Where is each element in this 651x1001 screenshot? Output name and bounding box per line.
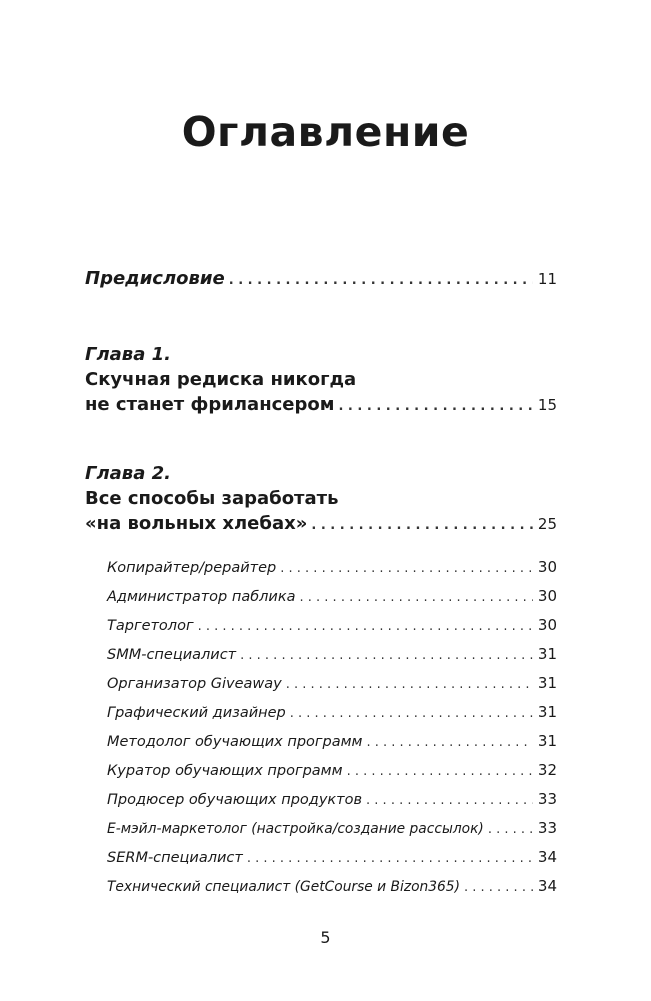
chapter-title-line: Скучная редиска никогда [85,369,357,390]
toc-section-label: SERM-специалист [107,850,243,866]
toc-section-page: 31 [537,645,557,663]
toc-section-label: Е-мэйл-маркетолог (настройка/создание рассылок) [107,821,484,837]
toc-section-page: 34 [537,848,557,866]
toc-section-page: 31 [537,703,557,721]
dot-leader [240,648,533,663]
toc-entry-page: 15 [537,396,557,414]
toc-section-label: Методолог обучающих программ [107,734,363,750]
dot-leader [464,880,533,895]
dot-leader [366,735,533,750]
toc-section-label: Копирайтер/рерайтер [107,560,277,576]
toc-section-page: 32 [537,761,557,779]
toc-section-page: 30 [537,616,557,634]
toc-section-label: Таргетолог [107,618,194,634]
toc-entry-page: 11 [537,270,557,288]
dot-leader [247,851,533,866]
toc-section-page: 34 [537,877,557,895]
dot-leader [347,764,533,779]
dot-leader [286,677,533,692]
toc-section-label: Технический специалист (GetCourse и Bizon365) [107,879,460,895]
toc-section-entry[interactable] [107,877,557,895]
toc-section-label: SMM-специалист [107,647,237,663]
dot-leader [338,399,533,414]
toc-section-page: 30 [537,587,557,605]
chapter-label: Глава 2. [85,463,171,484]
toc-section-page: 33 [537,790,557,808]
dot-leader [280,561,533,576]
toc-entry-page: 25 [537,515,557,533]
toc-entry-label: «на вольных хлебах» [85,513,308,534]
toc-section-entry[interactable] [107,674,557,692]
toc-entry-label: Предисловие [85,268,225,289]
dot-leader [290,706,533,721]
toc-section-entry[interactable] [107,587,557,605]
toc-section-entry[interactable] [107,732,557,750]
toc-section-page: 30 [537,558,557,576]
toc-section-label: Графический дизайнер [107,705,286,721]
dot-leader [366,793,533,808]
dot-leader [488,822,533,837]
toc-section-label: Куратор обучающих программ [107,763,343,779]
toc-section-page: 33 [537,819,557,837]
dot-leader [311,518,533,533]
toc-section-entry[interactable] [107,761,557,779]
toc-section-label: Продюсер обучающих продуктов [107,792,363,808]
page-title: Оглавление [181,108,470,156]
dot-leader [300,590,534,605]
toc-entry-chapter-2[interactable] [85,513,557,534]
toc-section-entry[interactable] [107,819,557,837]
toc-section-entry[interactable] [107,848,557,866]
toc-entry-chapter-1[interactable] [85,394,557,415]
chapter-label: Глава 1. [85,344,171,365]
chapter-title-line: Все способы заработать [85,488,339,509]
toc-section-entry[interactable] [107,616,557,634]
toc-entry-preface[interactable] [85,268,557,289]
toc-section-label: Администратор паблика [107,589,296,605]
page-number: 5 [320,928,331,947]
toc-section-entry[interactable] [107,790,557,808]
toc-section-entry[interactable] [107,645,557,663]
toc-section-entry[interactable] [107,703,557,721]
toc-section-entry[interactable] [107,558,557,576]
dot-leader [229,273,533,288]
dot-leader [198,619,533,634]
toc-section-page: 31 [537,732,557,750]
toc-entry-label: не станет фрилансером [85,394,335,415]
toc-section-page: 31 [537,674,557,692]
toc-section-label: Организатор Giveaway [107,676,282,692]
